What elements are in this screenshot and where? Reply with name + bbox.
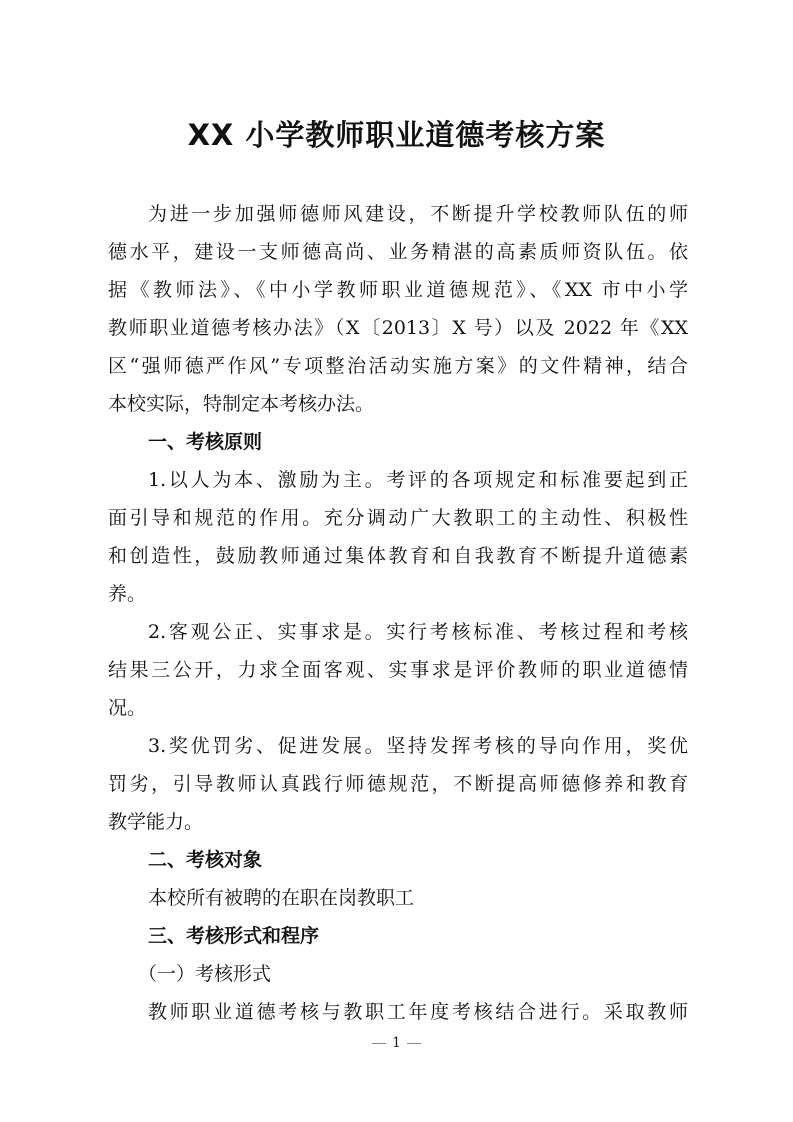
intro-line-1: 为进一步加强师德师风建设，不断提升学校教师队伍的师 <box>148 203 688 225</box>
principle-2-line-3: 况。 <box>108 697 147 719</box>
section-1-heading: 一、考核原则 <box>148 431 263 453</box>
principle-3-line-1: 3.奖优罚劣、促进发展。坚持发挥考核的导向作用，奖优 <box>148 735 688 757</box>
section-3-body-line-1: 教师职业道德考核与教职工年度考核结合进行。采取教师 <box>148 1001 688 1023</box>
page-number: 1 <box>392 1035 401 1051</box>
principle-2-line-2: 结果三公开，力求全面客观、实事求是评价教师的职业道德情 <box>108 659 688 681</box>
principle-2-line-1: 2.客观公正、实事求是。实行考核标准、考核过程和考核 <box>148 621 688 643</box>
principle-3-line-3: 教学能力。 <box>108 811 204 833</box>
intro-line-3: 据《教师法》、《中小学教师职业道德规范》、《XX 市中小学 <box>108 279 688 301</box>
principle-1-line-1: 1.以人为本、激励为主。考评的各项规定和标准要起到正 <box>148 469 688 491</box>
intro-line-4: 教师职业道德考核办法》（X〔2013〕X 号）以及 2022 年《XX <box>108 317 688 339</box>
section-2-body: 本校所有被聘的在职在岗教职工 <box>148 887 415 909</box>
intro-line-5: 区“强师德严作风”专项整治活动实施方案》的文件精神，结合 <box>108 355 688 377</box>
intro-line-2: 德水平，建设一支师德高尚、业务精湛的高素质师资队伍。依 <box>108 241 688 263</box>
section-3-heading: 三、考核形式和程序 <box>148 925 320 947</box>
intro-line-6: 本校实际，特制定本考核办法。 <box>108 393 375 415</box>
page-footer <box>0 1035 793 1051</box>
principle-1-line-2: 面引导和规范的作用。充分调动广大教职工的主动性、积极性 <box>108 507 688 529</box>
principle-1-line-4: 养。 <box>108 583 147 605</box>
footer-dash-right <box>407 1043 421 1044</box>
principle-1-line-3: 和创造性，鼓励教师通过集体教育和自我教育不断提升道德素 <box>108 545 688 567</box>
section-2-heading: 二、考核对象 <box>148 849 263 871</box>
section-3-subheading: （一）考核形式 <box>138 963 272 985</box>
document-title: XX 小学教师职业道德考核方案 <box>187 118 606 152</box>
footer-dash-left <box>372 1043 386 1044</box>
principle-3-line-2: 罚劣，引导教师认真践行师德规范，不断提高师德修养和教育 <box>108 773 688 795</box>
